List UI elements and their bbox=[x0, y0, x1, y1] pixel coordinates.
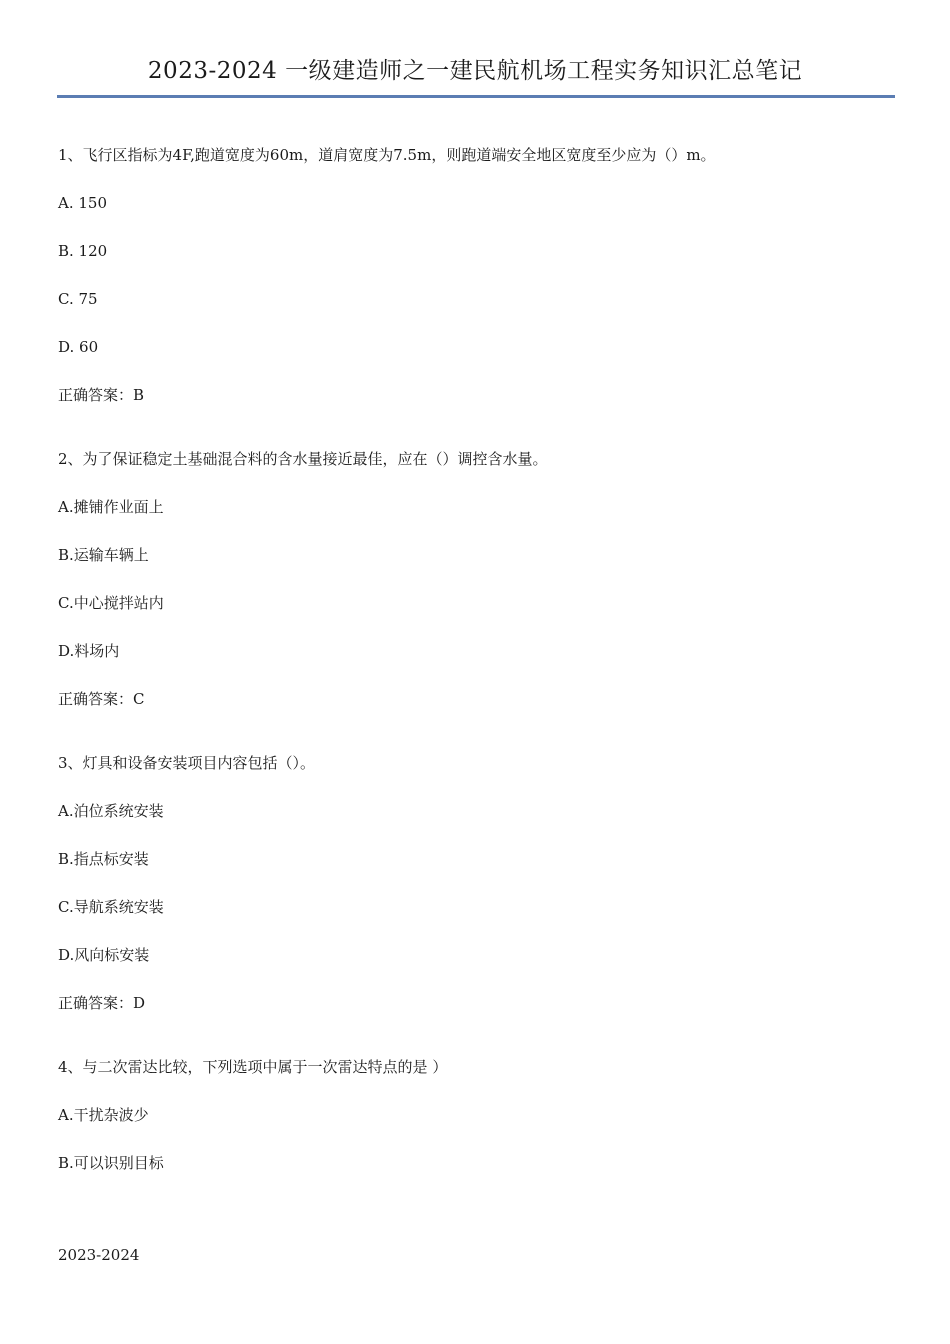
question-text: 2、为了保证稳定土基础混合料的含水量接近最佳，应在（）调控含水量。 bbox=[58, 450, 548, 468]
question-text: 1、飞行区指标为4F,跑道宽度为60m，道肩宽度为7.5m，则跑道端安全地区宽度至少应为（）m。 bbox=[58, 146, 716, 164]
option-d: D. 60 bbox=[58, 338, 99, 356]
question-1 bbox=[58, 144, 898, 406]
question-list bbox=[58, 144, 898, 1200]
page-title: 2023-2024 一级建造师之一建民航机场工程实务知识汇总笔记 bbox=[147, 58, 803, 84]
option-d: D.风向标安装 bbox=[58, 946, 150, 964]
option-c: C.中心搅拌站内 bbox=[58, 594, 164, 612]
correct-answer: 正确答案：D bbox=[58, 994, 146, 1012]
question-text: 4、与二次雷达比较，下列选项中属于一次雷达特点的是 ） bbox=[58, 1058, 448, 1076]
option-b: B.指点标安装 bbox=[58, 850, 149, 868]
question-4 bbox=[58, 1056, 898, 1174]
question-3 bbox=[58, 752, 898, 1014]
page-footer: 2023-2024 bbox=[58, 1246, 140, 1264]
option-c: C.导航系统安装 bbox=[58, 898, 164, 916]
title-divider bbox=[57, 95, 895, 98]
option-a: A. 150 bbox=[58, 194, 107, 212]
option-c: C. 75 bbox=[58, 290, 98, 308]
question-text: 3、灯具和设备安装项目内容包括（）。 bbox=[58, 754, 316, 772]
option-d: D.料场内 bbox=[58, 642, 120, 660]
option-b: B. 120 bbox=[58, 242, 108, 260]
question-2 bbox=[58, 448, 898, 710]
correct-answer: 正确答案：C bbox=[58, 690, 145, 708]
option-b: B.可以识别目标 bbox=[58, 1154, 164, 1172]
option-a: A.干扰杂波少 bbox=[58, 1106, 149, 1124]
correct-answer: 正确答案：B bbox=[58, 386, 145, 404]
option-b: B.运输车辆上 bbox=[58, 546, 149, 564]
option-a: A.摊铺作业面上 bbox=[58, 498, 164, 516]
option-a: A.泊位系统安装 bbox=[58, 802, 164, 820]
